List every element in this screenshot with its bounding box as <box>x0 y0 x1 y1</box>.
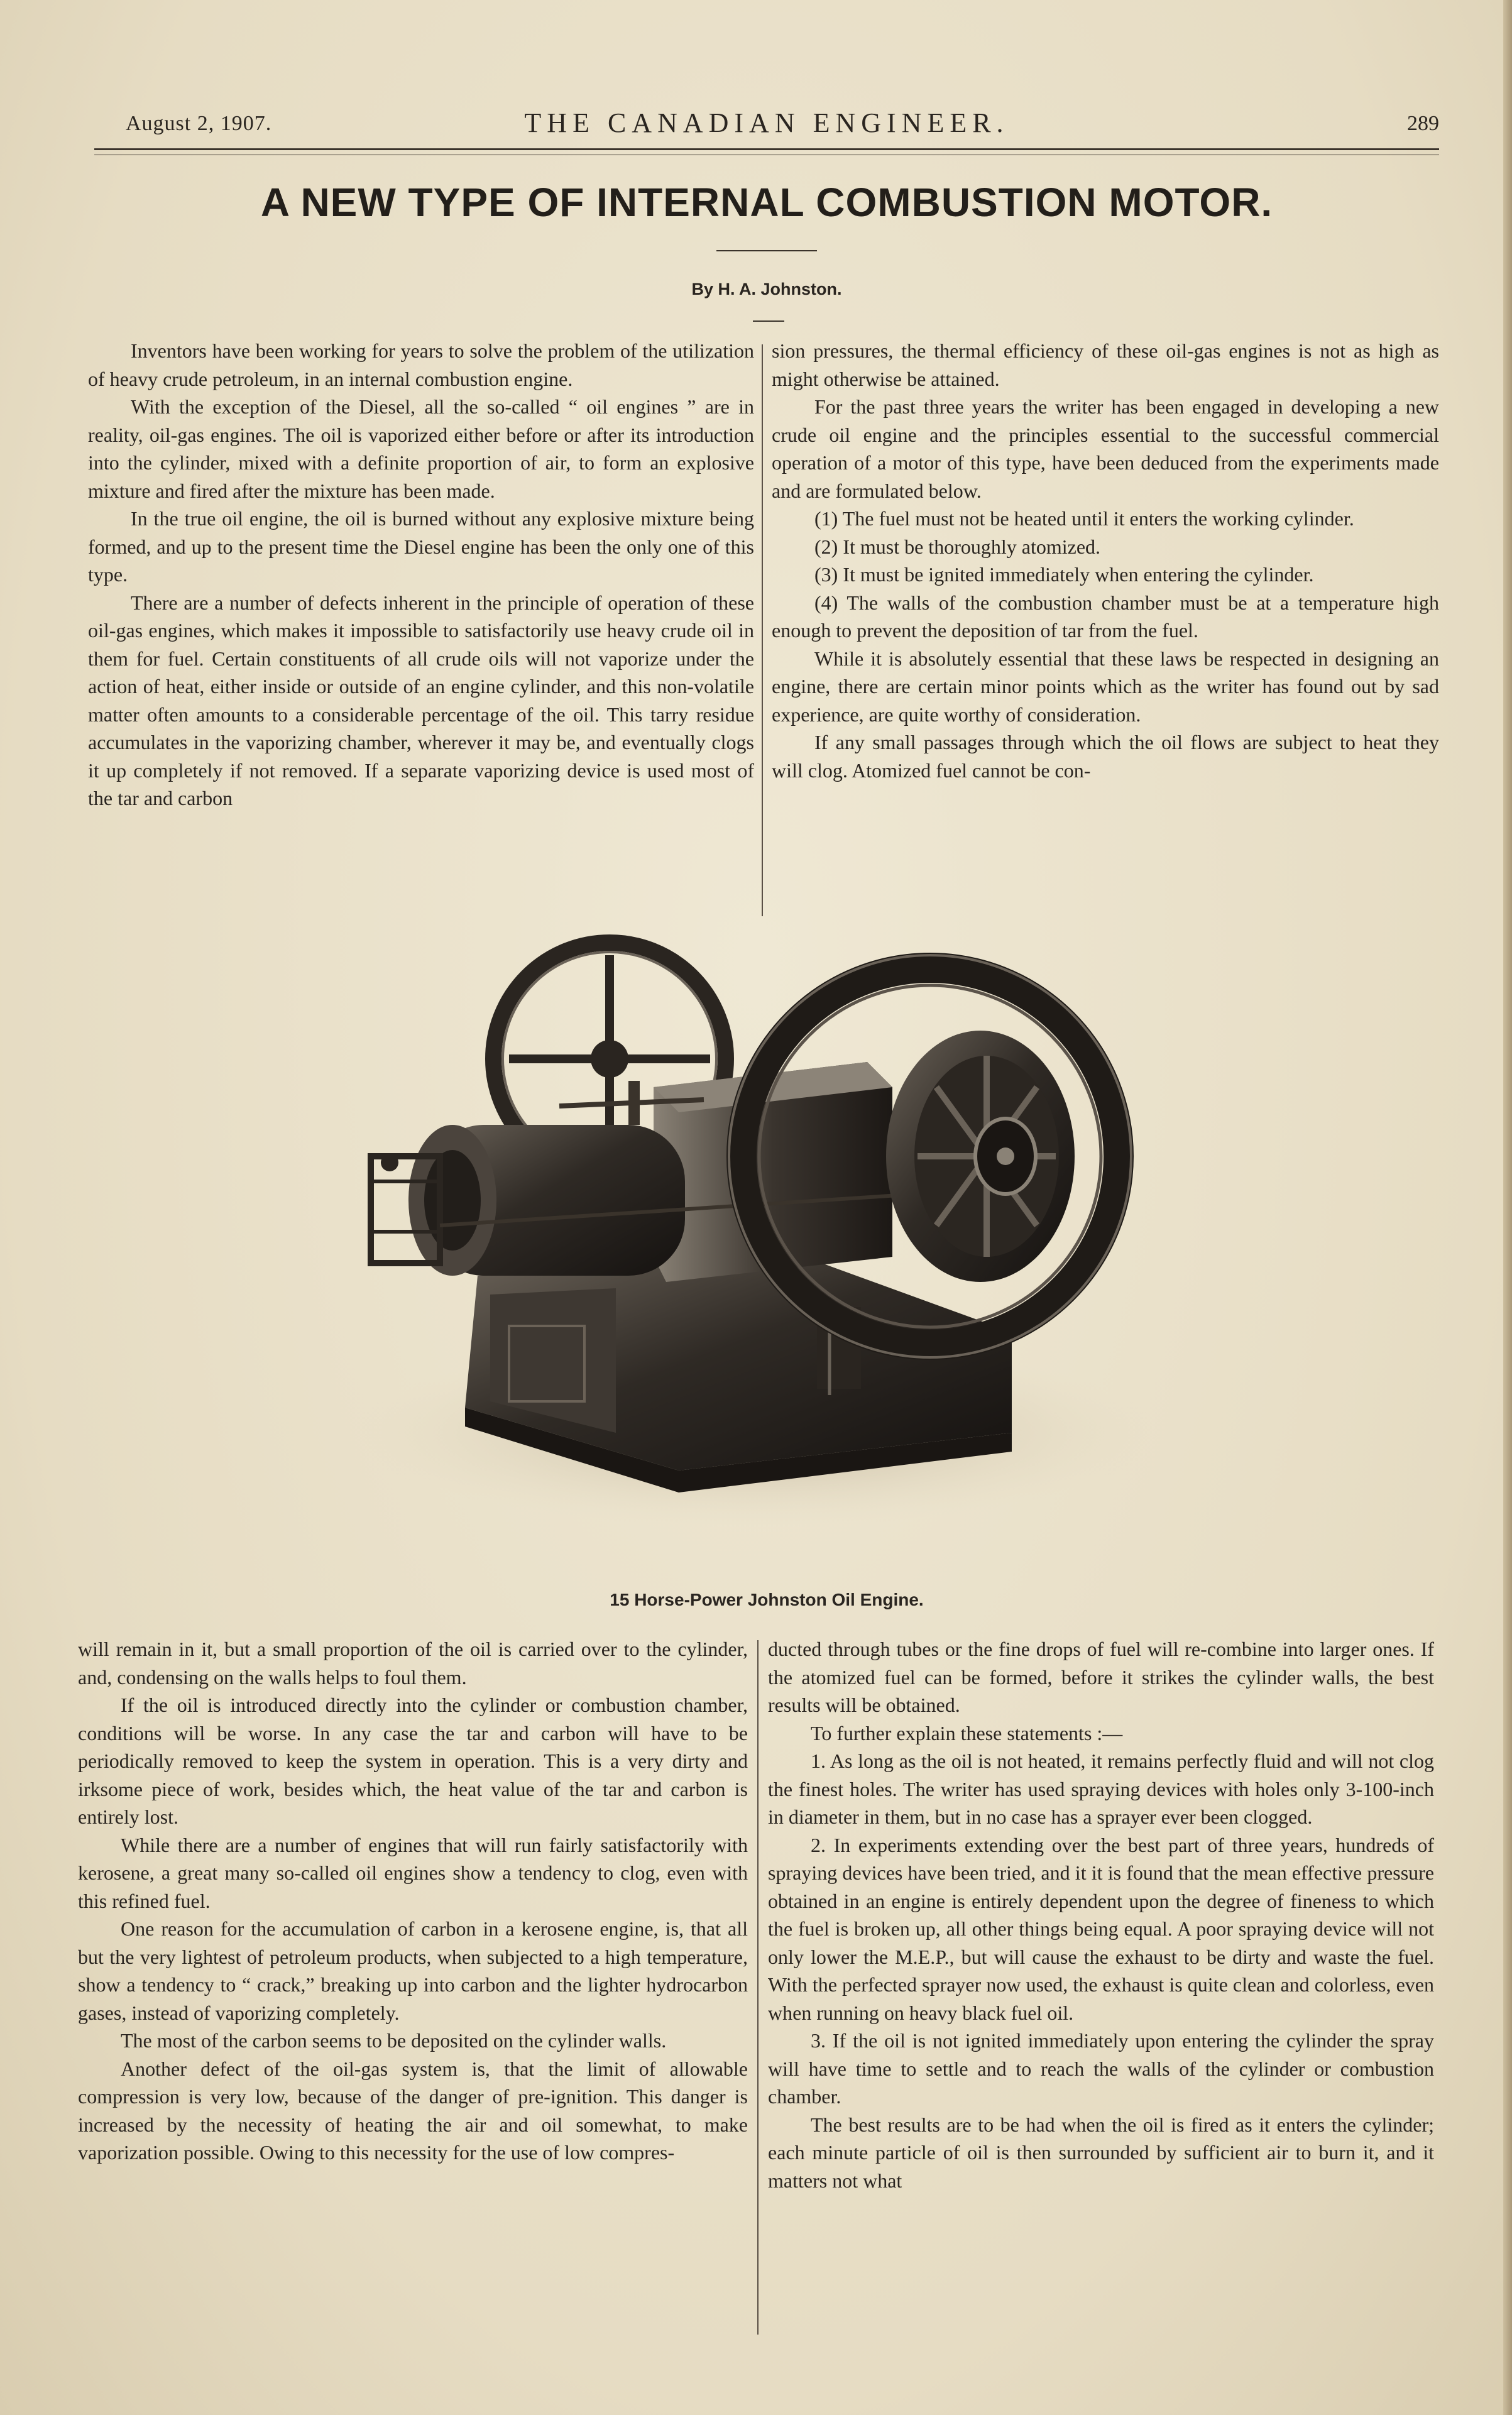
paragraph: For the past three years the writer has been engaged in developing a new crude oil engine and the principles essential to the successful commercial operation of a motor of this type, have been deduced from the experiments made and are formulated below. <box>772 395 1439 502</box>
paragraph: 2. In experiments extending over the best part of three years, hundreds of spraying devices have been tried, and it it is found that the mean effective pressure obtained in an engine is entirely dependent upon the degree of fineness to which the fuel is broken up, all other things being equal. A poor spraying device will not only lower the M.E.P., but will cause the exhaust to be dirty and waste the fuel. With the perfected sprayer now used, the exhaust is quite clean and colorless, even when running on heavy black fuel oil. <box>768 1833 1434 2024</box>
engine-illustration <box>352 930 1194 1558</box>
paragraph: The most of the carbon seems to be deposited on the cylinder walls. <box>121 2029 667 2052</box>
paragraph: Inventors have been working for years to solve the problem of the utilization of heavy crude petroleum, in an internal combustion engine. <box>88 339 754 390</box>
paragraph: While it is absolutely essential that these laws be respected in designing an engine, there are certain minor points which as the writer has found out by sad experience, are quite worthy of consideration. <box>772 647 1439 726</box>
paragraph: There are a number of defects inherent in the principle of operation of these oil-gas engines, which makes it impossible to satisfactorily use heavy crude oil in them for fuel. Certain constituents of all crude oils will not vaporize under the action of heat, either inside or outside of an engine cylinder, and this non-volatile matter often amounts to a considerable percentage of the oil. This tarry residue accumulates in the vaporizing chamber, wherever it may be, and eventually clogs it up completely if not removed. If a separate vaporizing device is used most of the tar and carbon <box>88 591 754 809</box>
paragraph: In the true oil engine, the oil is burned without any explosive mixture being formed, and up to the present time the Diesel engine has been the only one of this type. <box>88 507 754 586</box>
running-header <box>94 107 1439 151</box>
paragraph: If the oil is introduced directly into the cylinder or combustion chamber, conditions will be worse. In any case the tar and carbon will have to be periodically removed to keep the system in operation. This is a very dirty and irksome piece of work, besides which, the heat value of the tar and carbon is entirely lost. <box>78 1694 748 1828</box>
paragraph: While there are a number of engines that will run fairly satisfactorily with kerosene, a great many so-called oil engines show a tendency to clog, even with this refined fuel. <box>78 1833 748 1912</box>
bottom-right-column <box>768 1635 1434 2194</box>
paragraph: (1) The fuel must not be heated until it enters the working cylinder. <box>814 507 1354 530</box>
page-edge <box>1503 0 1512 2415</box>
paragraph: sion pressures, the thermal efficiency of these oil-gas engines is not as high as might otherwise be attained. <box>772 339 1439 390</box>
paragraph: 3. If the oil is not ignited immediately upon entering the cylinder the spray will have time to settle and to reach the walls of the cylinder or combustion chamber. <box>768 2029 1434 2108</box>
bottom-left-column <box>78 1635 748 2167</box>
paragraph: 1. As long as the oil is not heated, it remains perfectly fluid and will not clog the finest holes. The writer has used spraying devices with holes only 3-100-inch in diameter in them, but in no case has a sprayer ever been clogged. <box>768 1750 1434 1828</box>
top-left-column <box>88 337 754 813</box>
paragraph: If any small passages through which the oil flows are subject to heat they will clog. Atomized fuel cannot be con- <box>772 731 1439 782</box>
paragraph: To further explain these statements :— <box>811 1721 1123 1744</box>
article-title: A NEW TYPE OF INTERNAL COMBUSTION MOTOR. <box>260 180 1273 225</box>
column-divider <box>762 344 763 916</box>
paragraph: One reason for the accumulation of carbon in a kerosene engine, is, that all but the very lightest of petroleum products, when subjected to a high temperature, show a tendency to “ crack,” breaking up into carbon and the lighter hydrocarbon gases, instead of vaporizing completely. <box>78 1917 748 2024</box>
issue-date: August 2, 1907. <box>126 112 272 135</box>
figure-caption: 15 Horse-Power Johnston Oil Engine. <box>610 1590 924 1609</box>
byline-rule <box>753 320 784 322</box>
paragraph: (2) It must be thoroughly atomized. <box>814 535 1101 558</box>
paragraph: will remain in it, but a small proportion of the oil is carried over to the cylinder, and, condensing on the walls helps to foul them. <box>78 1638 748 1689</box>
title-rule <box>716 250 817 251</box>
paragraph: ducted through tubes or the fine drops of fuel will re-combine into larger ones. If the atomized fuel can be formed, before it strikes the cylinder walls, the best results will be obtained. <box>768 1638 1434 1716</box>
page-number: 289 <box>1407 112 1439 135</box>
paragraph: Another defect of the oil-gas system is, that the limit of allowable compression is very low, because of the danger of pre-ignition. This danger is increased by the necessity of heating the air and oil somewhat, to make vaporization possible. Owing to this necessity for the use of low compres- <box>78 2057 748 2164</box>
paragraph: With the exception of the Diesel, all the so-called “ oil engines ” are in reality, oil-gas engines. The oil is vaporized either before or after its introduction into the cylinder, mixed with a definite proportion of air, to form an explosive mixture and fired after the mixture has been made. <box>88 395 754 502</box>
paragraph: (4) The walls of the combustion chamber must be at a temperature high enough to prevent the deposition of tar from the fuel. <box>772 591 1439 642</box>
paragraph: The best results are to be had when the oil is fired as it enters the cylinder; each minute particle of oil is then surrounded by sufficient air to burn it, and it matters not what <box>768 2113 1434 2192</box>
top-right-column <box>772 337 1439 784</box>
journal-name: THE CANADIAN ENGINEER. <box>524 107 1009 138</box>
paragraph: (3) It must be ignited immediately when entering the cylinder. <box>814 563 1314 586</box>
article-byline: By H. A. Johnston. <box>691 280 842 298</box>
oil-engine-icon <box>352 930 1194 1558</box>
column-divider <box>757 1640 759 2335</box>
header-rule-thick <box>94 148 1439 150</box>
